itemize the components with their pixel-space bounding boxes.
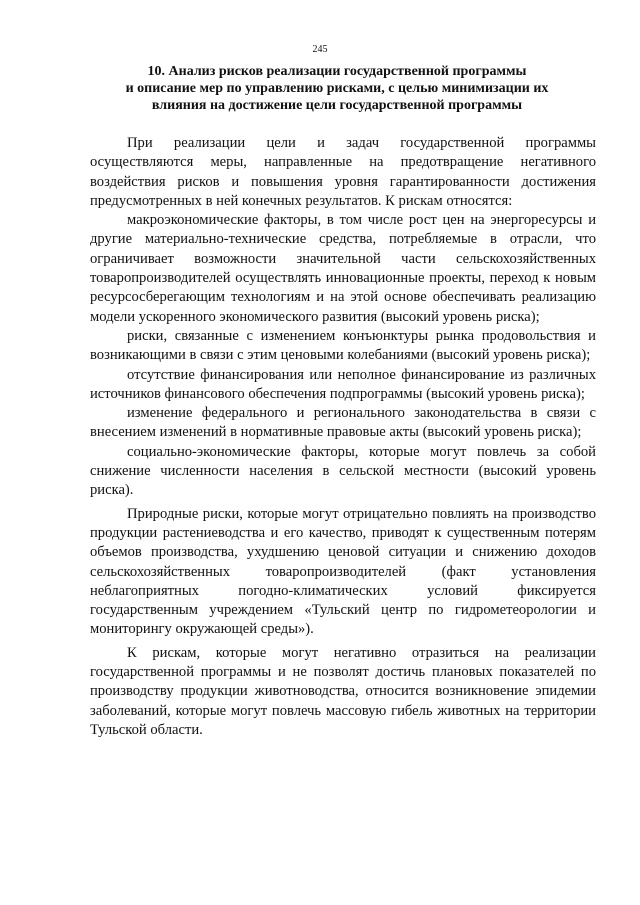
risk-item-legislation: изменение федерального и регионального законодательства в связи с внесением изменений в нормативные правовые акты (высокий уровень риска);: [90, 405, 596, 441]
section-heading-line: влияния на достижение цели государственной программы: [151, 98, 523, 113]
section-heading-line: 10. Анализ рисков реализации государственной программы: [147, 64, 527, 79]
document-body: [90, 134, 596, 740]
livestock-risks-paragraph: К рискам, которые могут негативно отразиться на реализации государственной программы и не позволят достичь плановых показателей по производству продукции животноводства, относится возникновение эпидемии заболеваний, которые могут повлечь массовую гибель животных на территории Тульской области.: [90, 644, 596, 738]
section-heading: [90, 63, 584, 114]
natural-risks-paragraph: Природные риски, которые могут отрицательно повлиять на производство продукции растениеводства и его качество, приводят к существенным потерям объемов производства, ухудшению ценовой ситуации и снижению доходов сельскохозяйственных товаропроизводителей (факт установления неблагоприятных погодно-климатических условий фиксируется государственным учреждением «Тульский центр по гидрометеорологии и мониторингу окружающей среды»).: [90, 505, 596, 638]
risk-item-financing: отсутствие финансирования или неполное финансирование из различных источников финансового обеспечения подпрограммы (высокий уровень риска);: [90, 366, 596, 402]
risk-item-market: риски, связанные с изменением конъюнктуры рынка продовольствия и возникающими в связи с этим ценовыми колебаниями (высокий уровень риска);: [90, 327, 596, 364]
section-heading-line: и описание мер по управлению рисками, с целью минимизации их: [125, 81, 549, 96]
risk-item-macroeconomic: макроэкономические факторы, в том числе рост цен на энергоресурсы и другие материально-технические средства, потребляемые в отрасли, что ограничивает возможности значительной части сельскохозяйственных товаропроизводителей осуществлять инновационные проекты, переход к новым ресурсосберегающим технологиям и на этой основе обеспечивать реализацию модели ускоренного экономического развития (высокий уровень риска);: [90, 212, 596, 325]
intro-paragraph: При реализации цели и задач государственной программы осуществляются меры, направленные на предотвращение негативного воздействия рисков и повышения уровня гарантированности достижения предусмотренных в ней конечных результатов. К рискам относятся:: [90, 135, 596, 209]
page-number: 245: [312, 44, 328, 55]
risk-item-socioeconomic: социально-экономические факторы, которые могут повлечь за собой снижение численности населения в сельской местности (высокий уровень риска).: [90, 443, 596, 499]
